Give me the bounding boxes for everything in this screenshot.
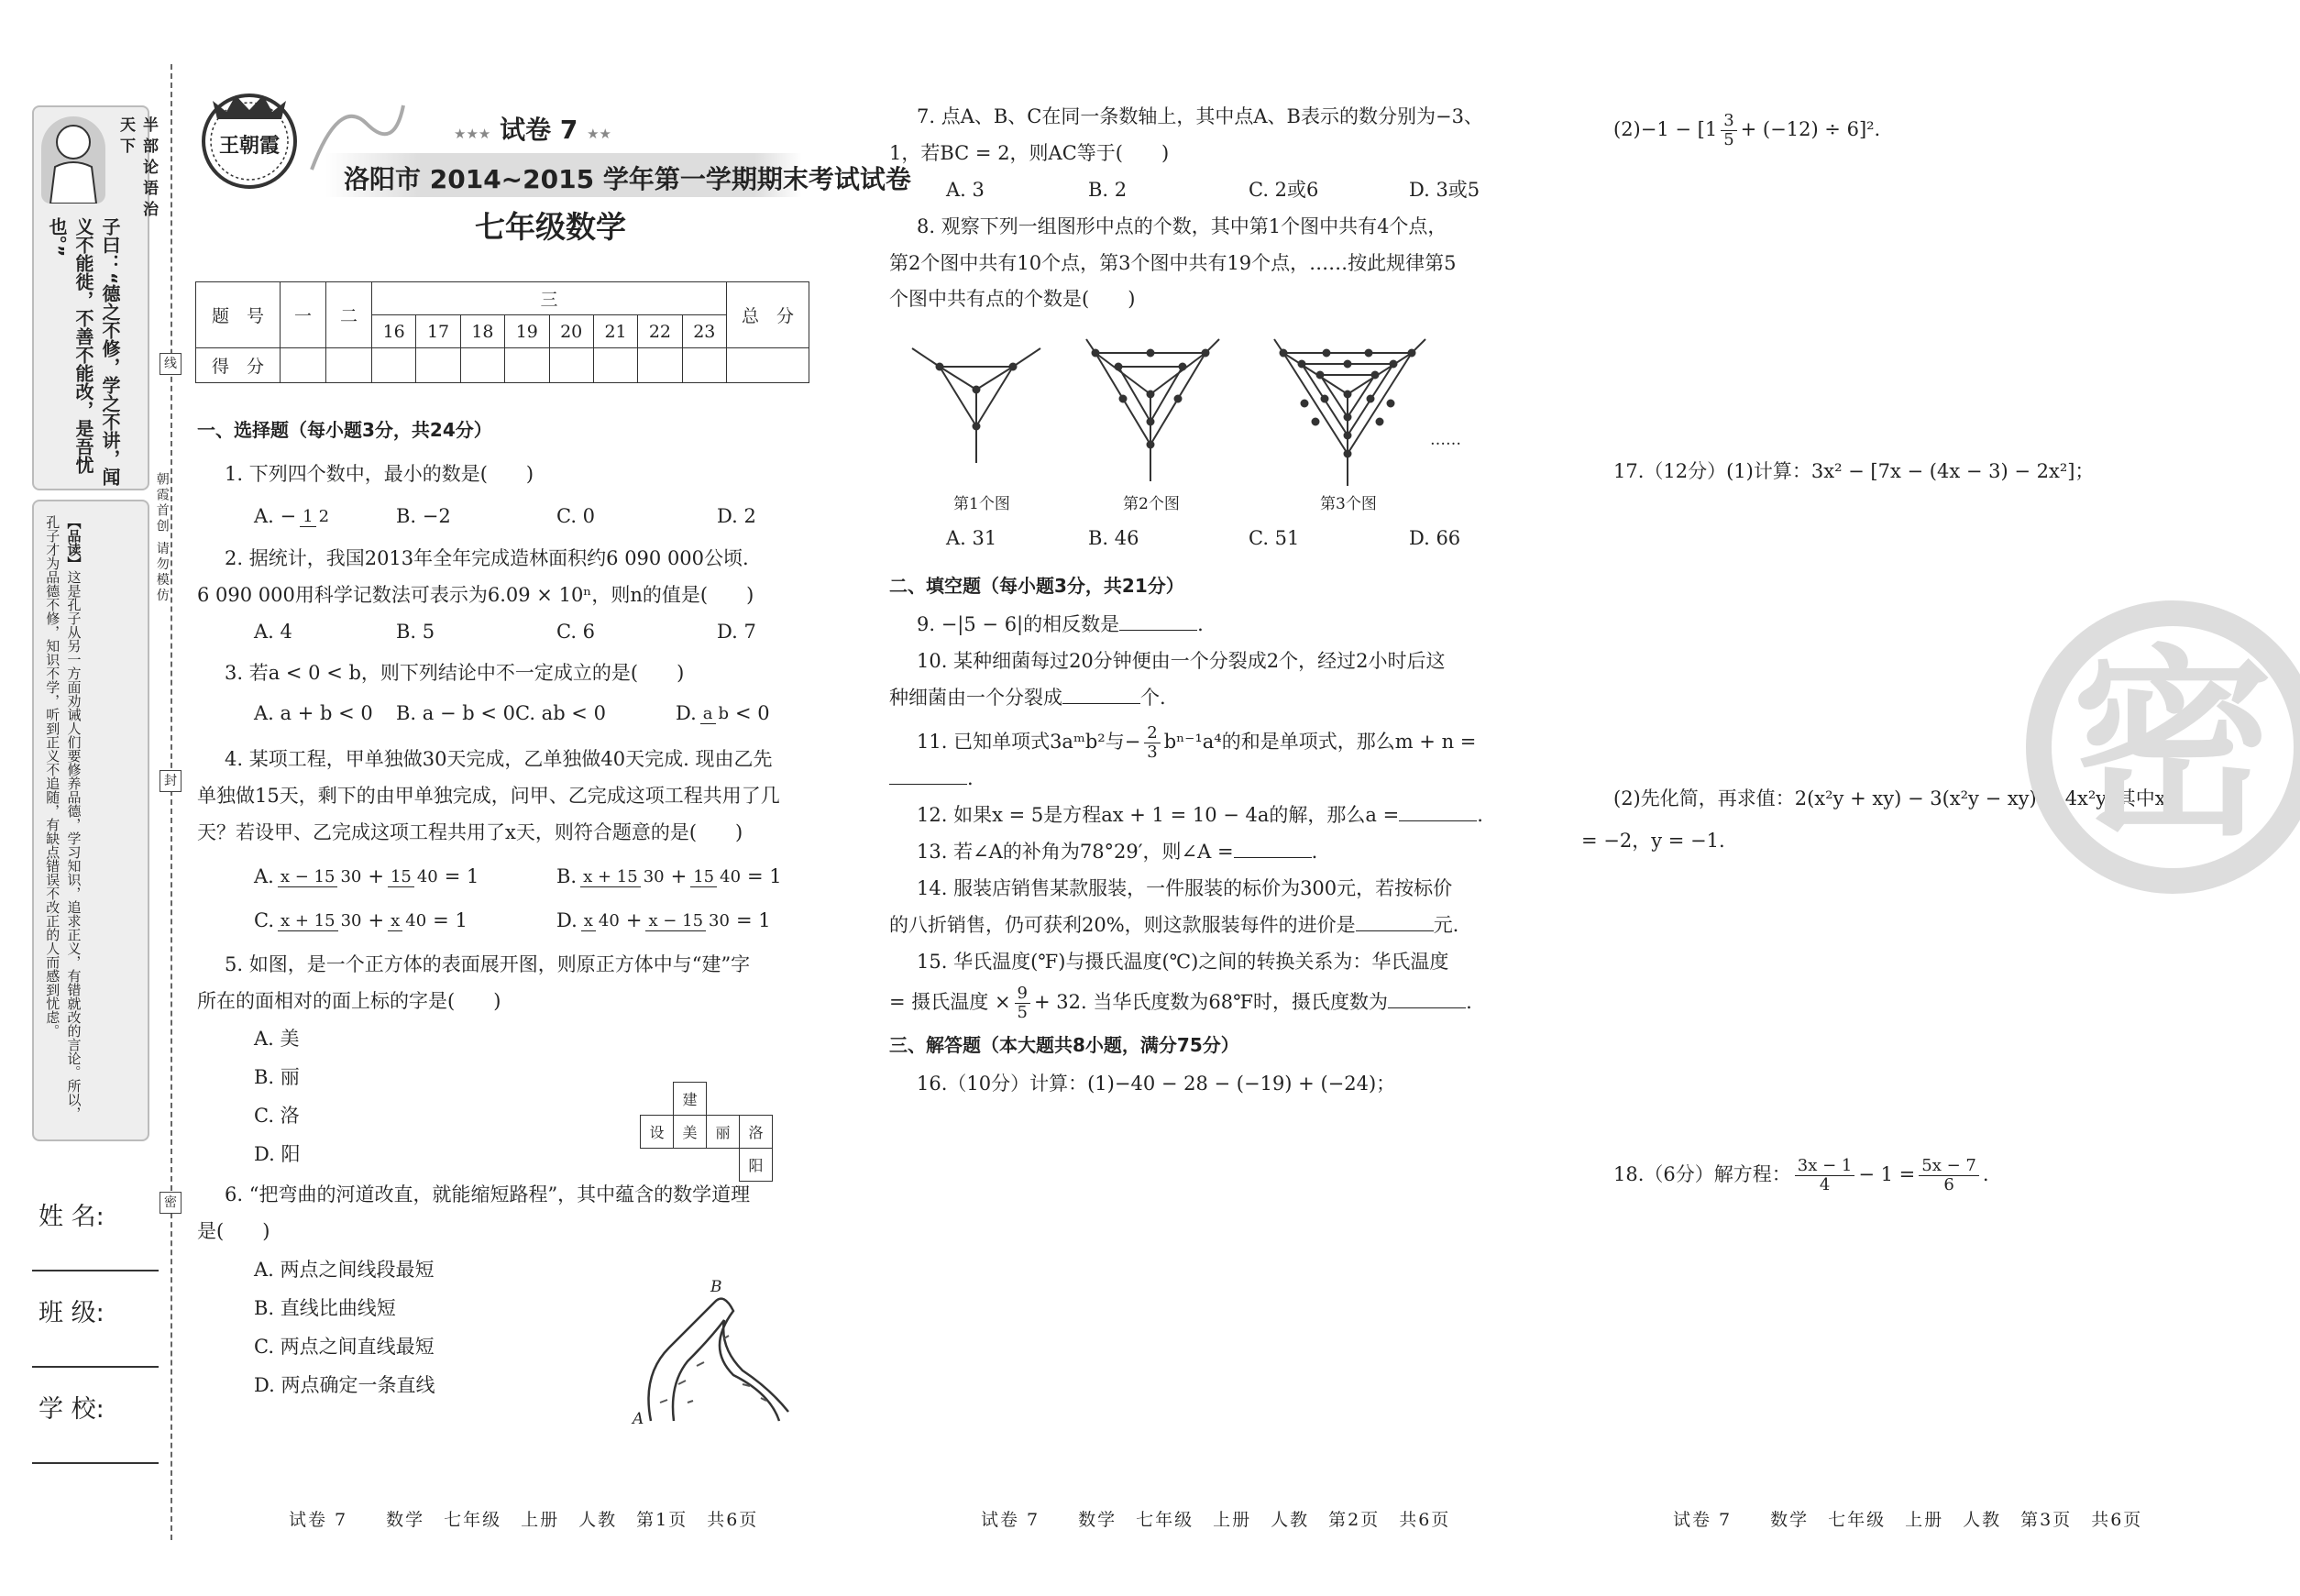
q1-option-d: D. 2	[717, 504, 756, 527]
score-cell[interactable]	[549, 348, 593, 383]
fraction: a b	[700, 705, 732, 724]
q13: 13. 若∠A的补角为78°29′，则∠A = .	[917, 841, 1318, 864]
q1-options	[197, 499, 811, 535]
section-3-title: 三、解答题（本大题共8小题，满分75分）	[889, 1033, 1239, 1056]
footer-page-2: 试卷 7 数学 七年级 上册 人教 第2页 共6页	[981, 1510, 1451, 1530]
q5-line1: 5. 如图，是一个正方体的表面展开图，则原正方体中与“建”字	[225, 952, 751, 975]
q3-option-a: A. a + b < 0	[254, 702, 373, 725]
cube-face: 美	[674, 1116, 707, 1149]
q2-options	[197, 614, 811, 651]
q7-option-d: D. 3或5	[1409, 178, 1480, 201]
cut-mark-1: 线	[160, 353, 182, 375]
q1-option-c: C. 0	[556, 504, 596, 527]
q7-option-a: A. 3	[946, 178, 985, 201]
q8-option-c: C. 51	[1249, 527, 1300, 549]
row-label-qno: 题 号	[196, 282, 281, 348]
q15-line2: = 摄氏温度 × $\frac{9}{5}$ + 32. 当华氏度数为68℉时，摄氏度数为 .	[889, 983, 1472, 1022]
q1-option-a: A. − 1 2	[254, 499, 396, 535]
reading-text	[41, 515, 84, 1129]
column-2-lower	[889, 521, 1513, 1102]
cut-mark-2: 封	[160, 770, 182, 792]
q8-line1: 8. 观察下列一组图形中点的个数，其中第1个图中共有4个点，	[917, 215, 1447, 237]
q16: 16.（10分）计算：(1)−40 − 28 − (−19) + (−24)；	[917, 1072, 1396, 1095]
q7-options	[889, 172, 1513, 209]
river-illustration	[633, 1278, 798, 1430]
score-cell[interactable]	[460, 348, 504, 383]
q5-option-c: C. 洛	[254, 1105, 300, 1128]
q6-line2: 是( )	[197, 1220, 270, 1243]
star-icon: ★★★	[454, 126, 491, 142]
section-1-title: 一、选择题（每小题3分，共24分）	[197, 419, 492, 441]
binding-line	[171, 64, 172, 1540]
q14-line2: 的八折销售，仍可获利20%，则这款服装每件的进价是 元.	[889, 913, 1459, 936]
q8-option-a: A. 31	[946, 527, 997, 549]
answer-blank[interactable]	[1062, 685, 1140, 704]
river-point-b: B	[710, 1278, 722, 1296]
river-point-a: A	[633, 1410, 644, 1428]
q8-option-d: D. 66	[1409, 527, 1461, 549]
sub-col: 17	[416, 315, 460, 348]
q11-line1: 11. 已知单项式3aᵐb²与− $\frac{2}{3}$ bⁿ⁻¹a⁴的和是单项式，那么m + n =	[917, 722, 1477, 762]
q2-option-d: D. 7	[717, 620, 756, 643]
score-cell[interactable]	[638, 348, 682, 383]
sub-col: 16	[372, 315, 416, 348]
q2-line2: 6 090 000用科学记数法可表示为6.09 × 10ⁿ，则n的值是( )	[197, 583, 754, 606]
q5-option-b: B. 丽	[254, 1066, 300, 1089]
q8-line3: 个图中共有点的个数是( )	[889, 288, 1136, 311]
answer-blank[interactable]	[1356, 912, 1434, 931]
q10-line2: 种细菌由一个分裂成 个.	[889, 686, 1166, 709]
seal-text: 密	[2071, 628, 2273, 863]
q18: 18.（6分）解方程： $\frac{3x - 1}{4}$ − 1 = $\frac{5x - 7}{6}$ .	[1613, 1156, 1989, 1194]
q17-part2-line1: (2)先化简，再求值：2(x²y + xy) − 3(x²y − xy) − 4x²y. 其中x	[1613, 787, 2166, 809]
q5-option-a: A. 美	[254, 1028, 300, 1051]
answer-blank[interactable]	[889, 765, 967, 785]
q1: 1. 下列四个数中，最小的数是( )	[225, 463, 534, 485]
q17-part2-line2: = −2，y = −1.	[1581, 830, 1725, 852]
q3-option-d: D. a b < 0	[676, 702, 770, 725]
paper-number	[454, 110, 611, 147]
score-cell[interactable]	[593, 348, 637, 383]
q6-line1: 6. “把弯曲的河道改直，就能缩短路程”，其中蕴含的数学道理	[225, 1183, 751, 1206]
q1-option-b: B. −2	[396, 504, 451, 527]
figure-1	[912, 348, 1040, 463]
q8-option-b: B. 46	[1088, 527, 1139, 549]
figure-3	[1274, 339, 1425, 486]
q5-line2: 所在的面相对的面上标的字是( )	[197, 989, 501, 1012]
reading-box	[32, 500, 149, 1141]
q4-option-c: C. x + 15 30 + x 40 = 1	[254, 908, 468, 931]
q4-options-cd	[197, 903, 811, 940]
col-1: 一	[281, 282, 326, 348]
footer-page-1: 试卷 7 数学 七年级 上册 人教 第1页 共6页	[289, 1510, 759, 1530]
motto-title: 半部论语治天下	[116, 116, 158, 222]
column-1	[197, 413, 811, 1404]
sub-col: 18	[460, 315, 504, 348]
cube-face: 设	[641, 1116, 674, 1149]
q4-line1: 4. 某项工程，甲单独做30天完成，乙单独做40天完成. 现由乙先	[225, 748, 773, 771]
answer-blank[interactable]	[1234, 839, 1312, 858]
answer-blank[interactable]	[1119, 611, 1197, 631]
figure-2-label: 第2个图	[1123, 495, 1180, 513]
confucius-avatar	[41, 116, 105, 204]
sub-col: 19	[505, 315, 549, 348]
q12: 12. 如果x = 5是方程ax + 1 = 10 − 4a的解，那么a = .	[917, 804, 1483, 827]
q8-options	[889, 521, 1513, 557]
cut-mark-3: 密	[160, 1192, 182, 1214]
row-label-score: 得 分	[196, 348, 281, 383]
score-cell[interactable]	[682, 348, 726, 383]
cube-face: 丽	[707, 1116, 740, 1149]
copyright-note: 朝霞首创 请勿模仿	[154, 472, 170, 604]
reading-body: 这是孔子从另一方面劝诫人们要修养品德，学习知识，追求正义，有错就改的言论。所以，孔子才为品德不修，知识不学，听到正义不追随，有缺点错误不改正的人而感到忧虑。	[44, 515, 83, 1120]
logo	[194, 84, 304, 194]
score-table	[195, 281, 809, 383]
fraction: $\frac{9}{5}$	[1015, 985, 1030, 1022]
motto-box	[32, 105, 158, 490]
score-cell[interactable]	[727, 348, 809, 383]
q4-options-ab	[197, 859, 811, 896]
score-cell[interactable]	[281, 348, 326, 383]
fraction: $\frac{5x - 7}{6}$	[1919, 1157, 1979, 1194]
score-cell[interactable]	[505, 348, 549, 383]
sub-col: 21	[593, 315, 637, 348]
q3-option-c: C. ab < 0	[515, 702, 606, 725]
pattern-figures	[908, 335, 1494, 518]
fraction: 1 2	[300, 508, 332, 527]
q17-part1: 17.（12分）(1)计算：3x² − [7x − (4x − 3) − 2x²]；	[1613, 460, 2095, 482]
fraction: $\frac{3}{5}$	[1721, 112, 1736, 149]
q3: 3. 若a < 0 < b，则下列结论中不一定成立的是( )	[225, 662, 685, 685]
cube-net	[640, 1082, 773, 1182]
star-icon: ★★	[587, 126, 611, 142]
figure-3-label: 第3个图	[1320, 495, 1377, 513]
secret-seal-watermark	[2026, 600, 2300, 894]
score-cell[interactable]	[372, 348, 416, 383]
q15-line1: 15. 华氏温度(℉)与摄氏温度(℃)之间的转换关系为：华氏温度	[917, 950, 1449, 973]
q6-option-b: B. 直线比曲线短	[254, 1297, 396, 1320]
subject-title: 七年级数学	[475, 209, 626, 245]
col-2: 二	[326, 282, 372, 348]
sub-col: 20	[549, 315, 593, 348]
q7-option-c: C. 2或6	[1249, 178, 1319, 201]
exam-title: 洛阳市 2014~2015 学年第一学期期末考试试卷	[344, 164, 911, 194]
q2-option-a: A. 4	[254, 620, 292, 643]
sub-col: 22	[638, 315, 682, 348]
q5-option-d: D. 阳	[254, 1143, 301, 1166]
q3-options	[197, 696, 811, 732]
q7-option-b: B. 2	[1088, 178, 1128, 201]
cube-face: 洛	[740, 1116, 773, 1149]
score-cell[interactable]	[326, 348, 372, 383]
q8-line2: 第2个图中共有10个点，第3个图中共有19个点，……按此规律第5	[889, 251, 1457, 274]
class-label: 班 级:	[39, 1299, 105, 1327]
q6-option-c: C. 两点之间直线最短	[254, 1336, 435, 1359]
q16-part2: (2)−1 − [1 $\frac{3}{5}$ + (−12) ÷ 6]².	[1613, 111, 1881, 149]
figure-2	[1086, 339, 1219, 481]
school-label: 学 校:	[39, 1395, 105, 1424]
q9: 9. −|5 − 6|的相反数是 .	[917, 612, 1204, 635]
q3-option-b: B. a − b < 0	[396, 702, 515, 725]
column-2	[889, 99, 1513, 318]
reading-label: 【品读】	[65, 515, 83, 570]
cube-face: 阳	[740, 1149, 773, 1182]
class-field[interactable]	[32, 1366, 159, 1368]
score-cell[interactable]	[416, 348, 460, 383]
sub-col: 23	[682, 315, 726, 348]
q14-line1: 14. 服装店销售某款服装，一件服装的标价为300元，若按标价	[917, 877, 1453, 900]
q2-option-b: B. 5	[396, 620, 435, 643]
fraction: $\frac{3x - 1}{4}$	[1795, 1157, 1855, 1194]
total-label: 总 分	[727, 282, 809, 348]
q4-option-a: A. x − 15 30 + 15 40 = 1	[254, 864, 479, 887]
footer-page-3: 试卷 7 数学 七年级 上册 人教 第3页 共6页	[1673, 1510, 2143, 1530]
q2-option-c: C. 6	[556, 620, 596, 643]
section-2-title: 二、填空题（每小题3分，共21分）	[889, 574, 1184, 597]
q2-line1: 2. 据统计，我国2013年全年完成造林面积约6 090 000公顷.	[225, 546, 749, 569]
q4-option-d: D. x 40 + x − 15 30 = 1	[556, 908, 771, 931]
q4-line2: 单独做15天，剩下的由甲单独完成，问甲、乙完成这项工程共用了几	[197, 785, 780, 808]
motto-text: 子曰：“德之不修，学之不讲，闻义不能徙，不善不能改，是吾忧也。”	[46, 217, 121, 487]
answer-blank[interactable]	[1399, 802, 1477, 821]
school-field[interactable]	[32, 1462, 159, 1464]
q10-line1: 10. 某种细菌每过20分钟便由一个分裂成2个，经过2小时后这	[917, 649, 1446, 672]
sidebar	[28, 105, 158, 1160]
name-field[interactable]	[32, 1270, 159, 1271]
q4-line3: 天？若设甲、乙完成这项工程共用了x天，则符合题意的是( )	[197, 821, 743, 844]
paper-number-text: 试卷 7	[500, 115, 578, 145]
q6-option-d: D. 两点确定一条直线	[254, 1374, 435, 1397]
answer-blank[interactable]	[1388, 989, 1466, 1008]
q4-option-b: B. x + 15 30 + 15 40 = 1	[556, 864, 782, 887]
figure-ellipsis: ……	[1430, 431, 1461, 449]
cube-face: 建	[674, 1083, 707, 1116]
q11-line2: .	[889, 761, 1513, 798]
name-label: 姓 名:	[39, 1203, 105, 1231]
fraction: $\frac{2}{3}$	[1144, 724, 1160, 762]
q6-option-a: A. 两点之间线段最短	[254, 1259, 435, 1282]
logo-text: 王朝霞	[218, 134, 280, 158]
q7-line2: 1，若BC = 2，则AC等于( )	[889, 141, 1170, 164]
q7-line1: 7. 点A、B、C在同一条数轴上，其中点A、B表示的数分别为−3、	[917, 105, 1483, 127]
col-3: 三	[372, 282, 727, 315]
figure-1-label: 第1个图	[953, 495, 1010, 513]
